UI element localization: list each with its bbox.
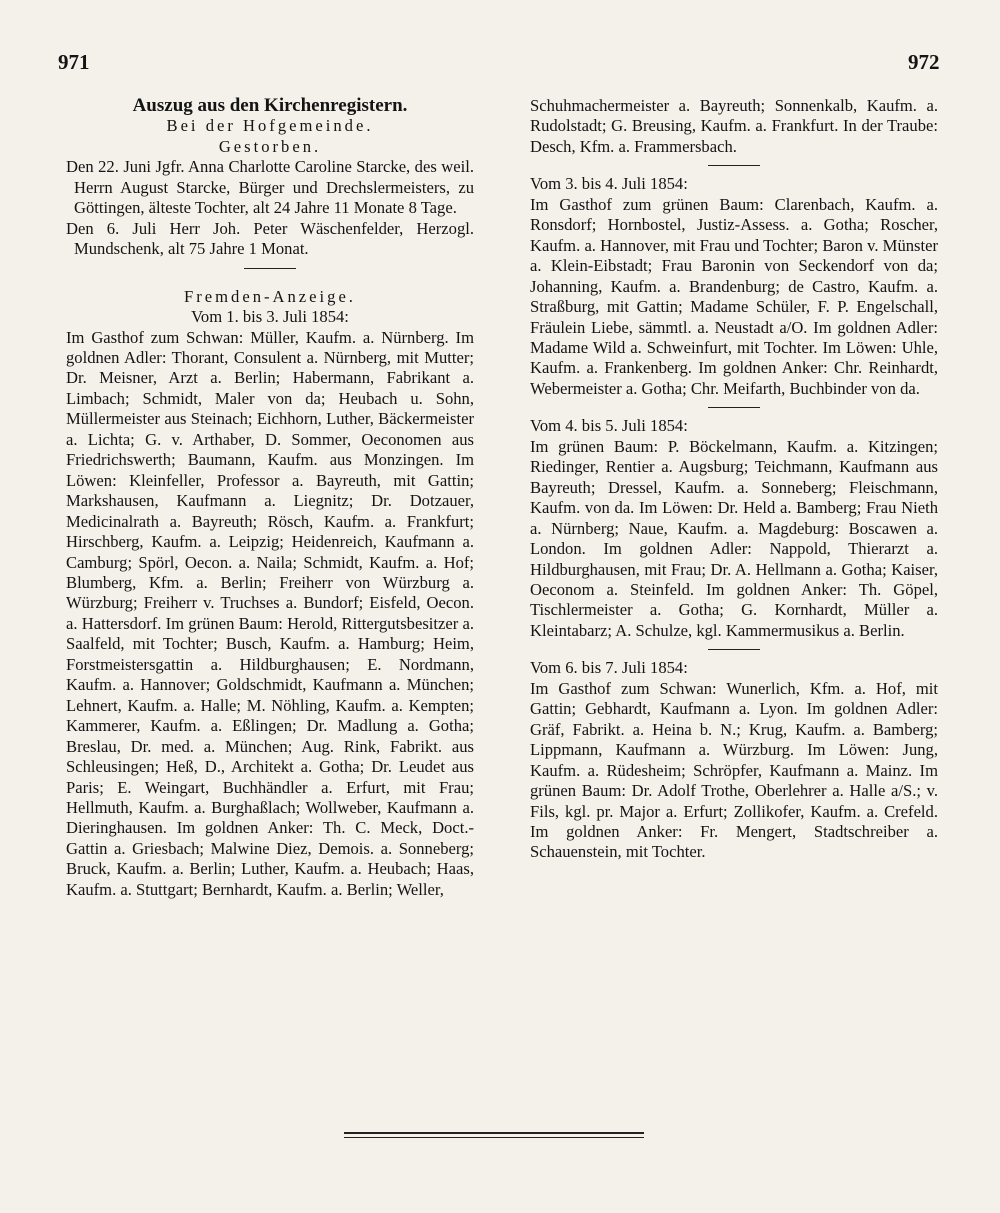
section-heading-deaths: Gestorben. xyxy=(218,136,322,156)
notice-text: Im Gasthof zum Schwan: Müller, Kaufm. a. Nürnberg. Im goldnen Adler: Thorant, Consulent a. Nürnberg, mit Mutter; Dr. Meisner, Arzt a. Berlin; Habermann, Fabrikant a. Limbach; Schmidt, Maler von da; Heubach u. Sohn, Müllermeister aus Steinach; Eichhorn, Luther, Bäckermeister a. Lichta; G. v. Arthaber, D. Sommer, Oeconomen aus Friedrichswerth; Baumann, Kaufm. aus Monzingen. Im Löwen: Kleinfeller, Professor a. Bayreuth, mit Gattin; Markshausen, Kaufmann a. Liegnitz; Dr. Dotzauer, Medicinalrath a. Bayreuth; Rösch, Kaufm. a. Frankfurt; Hirschberg, Kaufm. a. Leipzig; Heidenreich, Kaufmann a. Camburg; Spörl, Oecon. a. Naila; Schmidt, Kaufm. a. Hof; Blumberg, Kfm. a. Berlin; Freiherr von Würzburg a. Würzburg; Freiherr v. Truchses a. Bundorf; Eisfeld, Oecon. a. Hattersdorf. Im grünen Baum: Herold, Rittergutsbesitzer a. Saalfeld, mit Tochter; Busch, Kaufm. a. Hamburg; Heim, Forstmeistersgattin a. Hildburghausen; E. Nordmann, Kaufm. a. Hannover; Goldschmidt, Kaufmann a. München; Lehnert, Kaufm. a. Halle; M. Nöhling, Kaufm. a. Kempten; Kammerer, Kaufm. a. Eßlingen; Dr. Madlung a. Gotha; Breslau, Dr. med. a. München; Aug. Rink, Fabrikt. aus Schleusingen; Heß, D., Architekt a. Gotha; Dr. Leudet aus Paris; E. Weingart, Buchhändler a. Erfurt, mit Frau; Hellmuth, Kaufm. a. Burghaßlach; Wollweber, Kaufmann a. Dieringhausen. Im goldnen Anker: Th. C. Meck, Doct.-Gattin a. Griesbach; Malwine Diez, Demois. a. Sonneberg; Bruck, Kaufm. a. Berlin; Luther, Kaufm. a. Heubach; Haas, Kaufm. a. Stuttgart; Bernhardt, Kaufm. a. Berlin; Weller, xyxy=(66,327,474,899)
continuation-text: Schuhmachermeister a. Bayreuth; Sonnenkalb, Kaufm. a. Rudolstadt; G. Breusing, Kaufm. a. Frankfurt. In der Traube: Desch, Kfm. a. Frammersbach. xyxy=(530,96,938,156)
notice-title: Fremden-Anzeige. xyxy=(184,286,356,306)
notice-date: Vom 1. bis 3. Juli 1854: xyxy=(191,307,349,327)
guest-list: Im Gasthof zum Schwan: Wunerlich, Kfm. a. Hof, mit Gattin; Gebhardt, Kaufmann a. Lyon. Im goldnen Adler: Gräf, Fabrikt. a. Heina b. N.; Krug, Kaufm. a. Bamberg; Lippmann, Kaufmann a. Würzburg. Im Löwen: Jung, Kaufm. a. Rüdesheim; Schröpfer, Kaufmann a. Mainz. Im grünen Baum: Dr. Adolf Trothe, Oberlehrer a. Halle a/S.; v. Fils, kgl. pr. Major a. Erfurt; Zollikofer, Kaufm. a. Crefeld. Im goldnen Anker: Fr. Mengert, Stadtschreiber a. Schauenstein, mit Tochter. xyxy=(530,678,938,862)
section-divider xyxy=(708,407,760,408)
section-divider xyxy=(244,268,296,269)
page-number-right: 972 xyxy=(908,50,940,74)
death-entry: Den 6. Juli Herr Joh. Peter Wäschenfelder, Herzogl. Mundschenk, alt 75 Jahre 1 Monat. xyxy=(66,218,474,259)
date-heading: Vom 3. bis 4. Juli 1854: xyxy=(530,174,688,194)
left-column xyxy=(66,96,474,900)
date-heading: Vom 4. bis 5. Juli 1854: xyxy=(530,416,688,436)
article-subtitle: Bei der Hofgemeinde. xyxy=(166,116,374,136)
guest-list: Im grünen Baum: P. Böckelmann, Kaufm. a. Kitzingen; Riedinger, Rentier a. Augsburg; Teichmann, Kaufmann aus Bayreuth; Dressel, Kaufm. a. Sonneberg; Fleischmann, Kaufm. von da. Im Löwen: Dr. Held a. Bamberg; Frau Nieth a. Nürnberg; Naue, Kaufm. a. Magdeburg: Boscawen a. London. Im goldnen Adler: Nappold, Thierarzt a. Hildburghausen, mit Frau; Dr. A. Hellmann a. Gotha; Kaiser, Oeconom a. Steinfeld. Im goldnen Anker: Th. Göpel, Tischlermeister a. Gotha; G. Kornhardt, Müller a. Kleintabarz; A. Schulze, kgl. Kammermusikus a. Berlin. xyxy=(530,436,938,640)
article-title: Auszug aus den Kirchenregistern. xyxy=(132,95,408,116)
date-heading: Vom 6. bis 7. Juli 1854: xyxy=(530,658,688,678)
death-entry: Den 22. Juni Jgfr. Anna Charlotte Caroline Starcke, des weil. Herrn August Starcke, Bürger und Drechslermeisters, zu Göttingen, älteste Tochter, alt 24 Jahre 11 Monate 8 Tage. xyxy=(66,157,474,218)
section-divider xyxy=(708,165,760,166)
section-divider xyxy=(708,649,760,650)
page-end-rule xyxy=(344,1132,644,1138)
right-column xyxy=(530,96,938,863)
guest-list: Im Gasthof zum grünen Baum: Clarenbach, Kaufm. a. Ronsdorf; Hornbostel, Justiz-Assess. a. Gotha; Roscher, Kaufm. a. Hannover, mit Frau und Tochter; Baron v. Münster a. Klein-Eibstadt; Frau Baronin von Seckendorf von da; Johanning, Kaufm. a. Brandenburg; de Castro, Kaufm. a. Straßburg, mit Gattin; Madame Schüler, F. P. Engelschall, Fräulein Liebe, sämmtl. a. Neustadt a/O. Im goldnen Adler: Madame Wild a. Schweinfurt, mit Tochter. Im Löwen: Uhle, Kaufm. a. Frankenberg. Im goldnen Anker: Chr. Reinhardt, Webermeister a. Gotha; Chr. Meifarth, Buchbinder von da. xyxy=(530,194,938,398)
page-number-left: 971 xyxy=(58,50,90,74)
